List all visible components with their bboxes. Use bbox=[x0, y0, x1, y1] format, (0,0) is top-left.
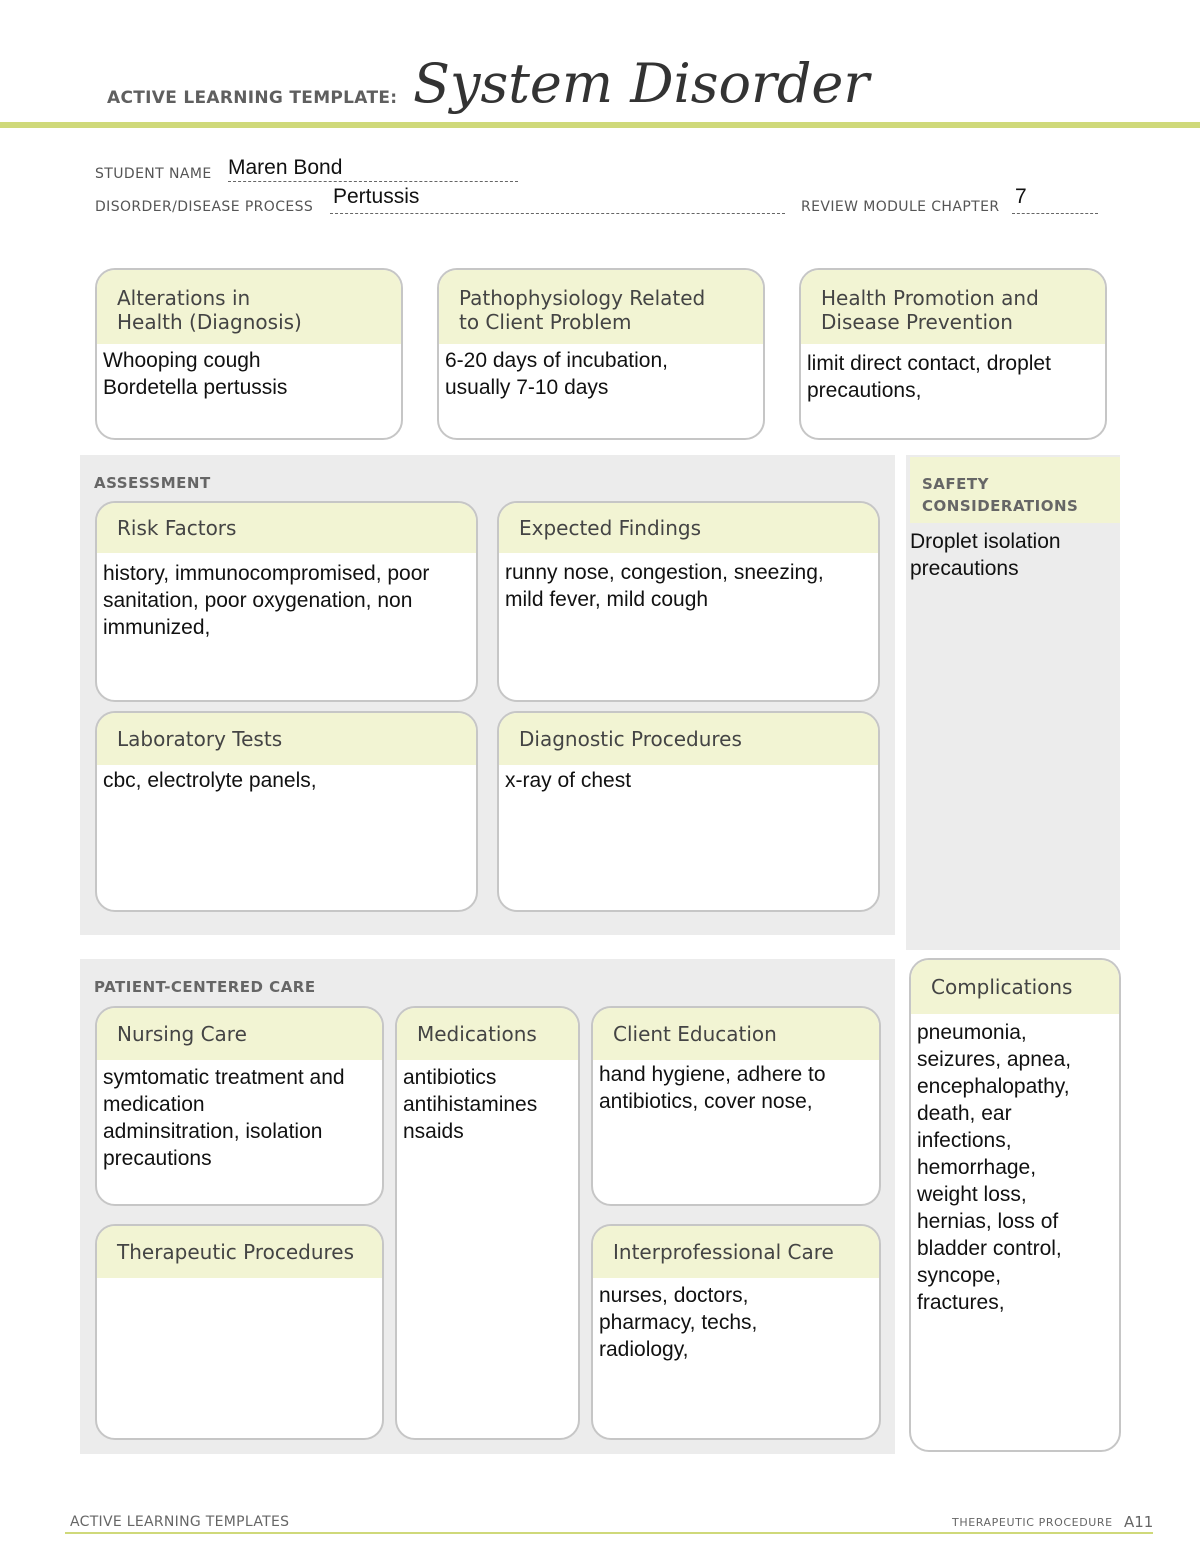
assessment-title: ASSESSMENT bbox=[94, 474, 211, 492]
laboratory-tests-text[interactable]: cbc, electrolyte panels, bbox=[103, 769, 317, 792]
diagnostic-procedures-text[interactable]: x-ray of chest bbox=[505, 769, 632, 792]
template-title: System Disorder bbox=[413, 52, 870, 115]
page-number: A11 bbox=[1124, 1513, 1154, 1531]
interprofessional-care-card bbox=[591, 1224, 881, 1440]
therapeutic-procedures-title: Therapeutic Procedures bbox=[97, 1226, 382, 1278]
expected-findings-text[interactable]: runny nose, congestion, sneezing, mild fever, mild cough bbox=[505, 561, 824, 611]
nursing-care-text[interactable]: symtomatic treatment and medication adminsitration, isolation precautions bbox=[103, 1066, 345, 1170]
client-education-title: Client Education bbox=[593, 1008, 879, 1060]
medications-card bbox=[395, 1006, 580, 1440]
interprofessional-care-text[interactable]: nurses, doctors, pharmacy, techs, radiology, bbox=[599, 1284, 758, 1361]
complications-text[interactable]: pneumonia, seizures, apnea, encephalopathy, death, ear infections, hemorrhage, weight loss, hernias, loss of bladder control, syncope, fractures, bbox=[917, 1021, 1072, 1314]
nursing-care-title: Nursing Care bbox=[97, 1008, 382, 1060]
medications-text[interactable]: antibiotics antihistamines nsaids bbox=[403, 1066, 538, 1143]
expected-findings-card bbox=[497, 501, 880, 702]
footer-right-label: THERAPEUTIC PROCEDURE bbox=[952, 1516, 1113, 1529]
risk-factors-text[interactable]: history, immunocompromised, poor sanitation, poor oxygenation, non immunized, bbox=[103, 562, 430, 639]
student-name-label: STUDENT NAME bbox=[95, 166, 212, 182]
pathophysiology-card bbox=[437, 268, 765, 440]
disorder-field[interactable]: Pertussis bbox=[333, 185, 420, 208]
diagnostic-procedures-card bbox=[497, 711, 880, 912]
footer-divider bbox=[65, 1532, 1153, 1534]
safety-title: SAFETY CONSIDERATIONS bbox=[910, 457, 1120, 523]
pathophysiology-text[interactable]: 6-20 days of incubation, usually 7-10 days bbox=[445, 349, 668, 399]
patient-care-title: PATIENT-CENTERED CARE bbox=[94, 978, 316, 996]
complications-title: Complications bbox=[911, 960, 1119, 1014]
page-header bbox=[0, 0, 1200, 130]
alterations-title: Alterations in Health (Diagnosis) bbox=[97, 270, 401, 344]
health-promotion-card bbox=[799, 268, 1107, 440]
disorder-label: DISORDER/DISEASE PROCESS bbox=[95, 199, 314, 215]
pathophysiology-title: Pathophysiology Related to Client Problem bbox=[439, 270, 763, 344]
nursing-care-card bbox=[95, 1006, 384, 1206]
health-promotion-text[interactable]: limit direct contact, droplet precautions, bbox=[807, 352, 1051, 402]
footer-left-label: ACTIVE LEARNING TEMPLATES bbox=[70, 1514, 290, 1530]
alterations-text[interactable]: Whooping cough Bordetella pertussis bbox=[103, 349, 288, 399]
diagnostic-procedures-title: Diagnostic Procedures bbox=[499, 713, 878, 765]
disorder-line bbox=[330, 213, 785, 214]
template-prefix: ACTIVE LEARNING TEMPLATE: bbox=[107, 88, 398, 108]
chapter-line bbox=[1012, 213, 1098, 214]
medications-title: Medications bbox=[397, 1008, 578, 1060]
therapeutic-procedures-card bbox=[95, 1224, 384, 1440]
risk-factors-title: Risk Factors bbox=[97, 503, 476, 553]
alterations-card bbox=[95, 268, 403, 440]
risk-factors-card bbox=[95, 501, 478, 702]
laboratory-tests-card bbox=[95, 711, 478, 912]
expected-findings-title: Expected Findings bbox=[499, 503, 878, 553]
student-name-line bbox=[228, 181, 518, 182]
chapter-field[interactable]: 7 bbox=[1015, 185, 1027, 208]
chapter-label: REVIEW MODULE CHAPTER bbox=[801, 199, 1000, 215]
client-education-card bbox=[591, 1006, 881, 1206]
laboratory-tests-title: Laboratory Tests bbox=[97, 713, 476, 765]
safety-text[interactable]: Droplet isolation precautions bbox=[910, 530, 1061, 580]
complications-card bbox=[909, 958, 1121, 1452]
client-education-text[interactable]: hand hygiene, adhere to antibiotics, cover nose, bbox=[599, 1063, 826, 1113]
interprofessional-care-title: Interprofessional Care bbox=[593, 1226, 879, 1278]
therapeutic-procedures-text[interactable] bbox=[97, 1278, 382, 1281]
header-divider bbox=[0, 122, 1200, 128]
student-name-field[interactable]: Maren Bond bbox=[228, 156, 343, 179]
health-promotion-title: Health Promotion and Disease Prevention bbox=[801, 270, 1105, 344]
